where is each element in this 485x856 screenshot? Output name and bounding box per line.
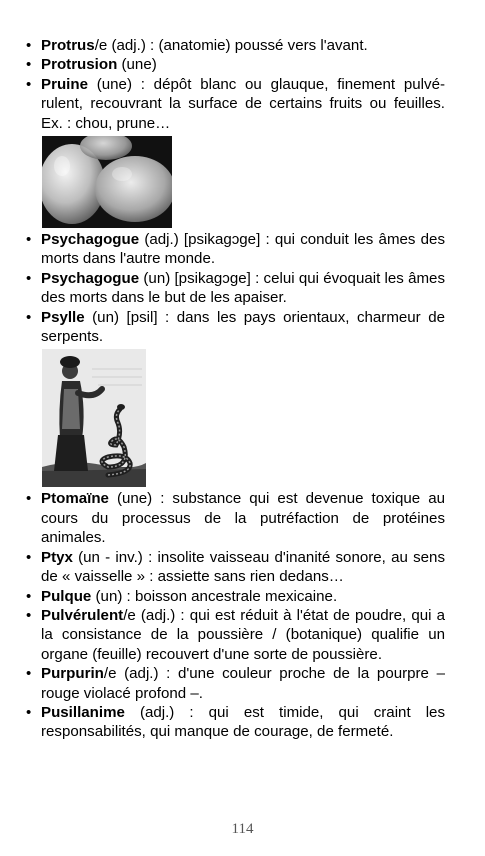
entry-term: Protrus: [41, 37, 95, 54]
entry-definition: (une): [117, 56, 157, 74]
entry-definition: /e (adj.) : d'une couleur proche de la pourpre – rouge violacé profond –.: [41, 665, 445, 702]
entry-psychagogue-adj: [25, 230, 445, 269]
entry-definition: (un) [psil] : dans les pays orientaux, charmeur de serpents.: [41, 308, 445, 346]
entry-term: Psychagogue: [41, 269, 140, 287]
bullet: •: [26, 548, 32, 566]
entry-term: Ptyx: [41, 548, 73, 566]
entry-term: Pulque: [41, 587, 92, 605]
entry-definition: (un) : boisson ancestrale mexicaine.: [91, 587, 338, 605]
entry-pulque: [25, 587, 445, 606]
entry-definition: /e (adj.) : qui est réduit à l'état de poudre, qui a la consistance de la poussière / (botanique) qualifie un organe (feuille) recouvert d'une sorte de poussière.: [41, 606, 445, 663]
plums-photo: [42, 136, 172, 228]
entry-definition: (adj.) : qui est timide, qui craint les responsabilités, qui manque de courage, de fermeté.: [41, 703, 445, 741]
bullet: •: [26, 37, 32, 54]
entry-term: Purpurin: [41, 665, 104, 683]
entry-term: Pulvérulent: [41, 606, 124, 624]
entry-pulverulent: [25, 606, 445, 664]
entry-protrusion: [25, 55, 445, 74]
entry-term: Protrusion: [41, 56, 118, 74]
bullet: •: [26, 231, 32, 249]
bullet: •: [26, 665, 32, 683]
bullet: •: [26, 308, 32, 326]
bullet: •: [26, 587, 32, 605]
entry-ptyx: [25, 548, 445, 587]
bullet: •: [26, 75, 32, 93]
entry-definition: (une) : substance qui est devenue toxique au cours du processus de la putréfaction de protéines animales.: [41, 490, 445, 547]
bullet: •: [26, 703, 32, 721]
entry-protrus: [25, 36, 445, 55]
entry-term: Psylle: [41, 308, 85, 326]
entry-pruine: [25, 75, 445, 133]
bullet: •: [26, 56, 32, 74]
bullet: •: [26, 269, 32, 287]
entry-purpurin: [25, 664, 445, 703]
entry-definition: (un - inv.) : insolite vaisseau d'inanité sonore, au sens de « vaisselle » : assiette sans rien dedans…: [41, 548, 445, 586]
entry-term: Ptomaïne: [41, 490, 109, 508]
bullet: •: [26, 490, 32, 508]
entry-term: Pruine: [41, 75, 88, 93]
entry-psychagogue-noun: [25, 269, 445, 308]
dictionary-page: [25, 36, 445, 742]
page-number: 114: [231, 821, 254, 837]
entry-term: Psychagogue: [41, 231, 140, 249]
snake-charmer-engraving: [42, 349, 146, 487]
entry-pusillanime: [25, 703, 445, 742]
entry-definition: (une) : dépôt blanc ou glauque, finement pulvé-rulent, recouvrant la surface de certains fruits ou feuilles. Ex. : chou, prune…: [41, 75, 445, 132]
entry-definition: /e (adj.) : (anatomie) poussé vers l'avant.: [94, 37, 368, 54]
entry-definition: (un) [psikagɔge] : celui qui évoquait les âmes des morts dans le but de les apaiser.: [41, 269, 445, 307]
entry-term: Pusillanime: [41, 703, 125, 721]
entry-ptomaine: [25, 489, 445, 547]
entry-psylle: [25, 308, 445, 347]
entry-definition: (adj.) [psikagɔge] : qui conduit les âmes des morts dans l'autre monde.: [41, 231, 445, 268]
bullet: •: [26, 606, 32, 624]
